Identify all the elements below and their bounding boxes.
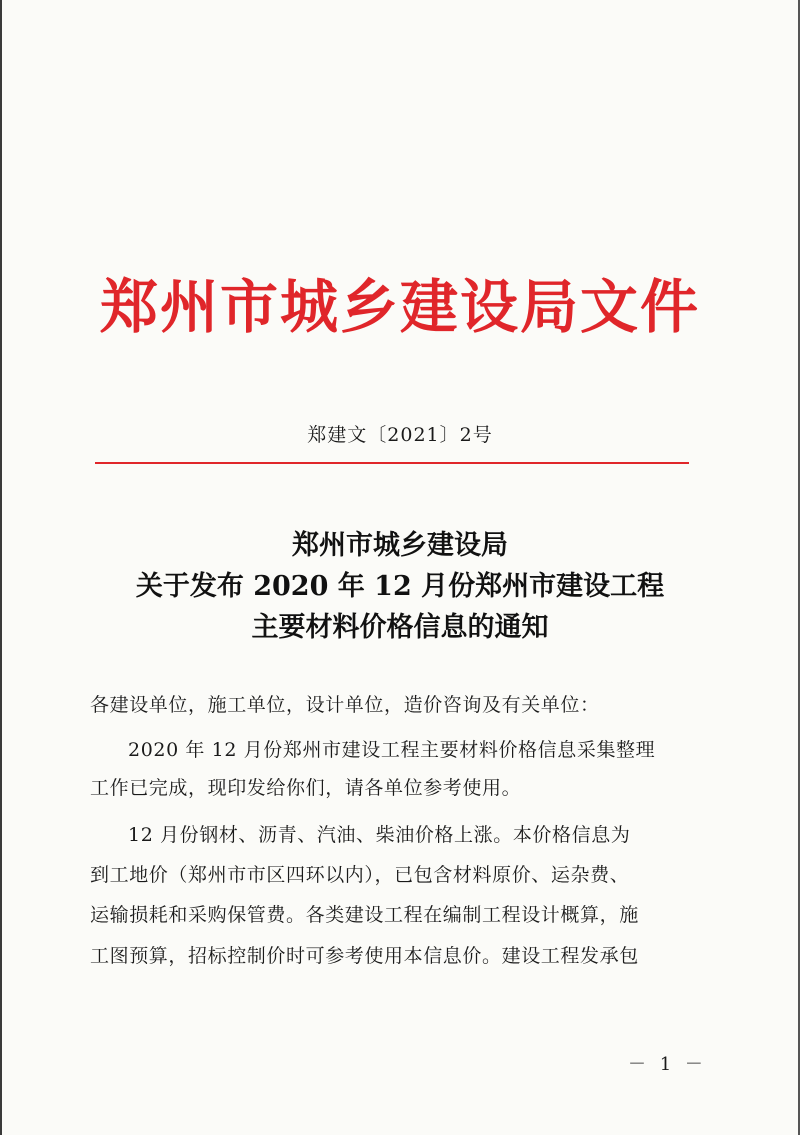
body-line: 工作已完成，现印发给你们，请各单位参考使用。 [90, 777, 522, 799]
body-line: 2020 年 12 月份郑州市建设工程主要材料价格信息采集整理 [128, 739, 656, 761]
masthead-title: 郑州市城乡建设局文件 [99, 273, 700, 341]
page-number: － 1 － [628, 1054, 707, 1075]
body-line: 到工地价（郑州市市区四环以内），已包含材料原价、运杂费、 [90, 864, 630, 886]
title-line-2: 关于发布 2020 年 12 月份郑州市建设工程 [135, 571, 665, 602]
title-line-1: 郑州市城乡建设局 [292, 530, 508, 561]
body-line: 12 月份钢材、沥青、汽油、柴油价格上涨。本价格信息为 [128, 824, 631, 846]
title-line-3: 主要材料价格信息的通知 [251, 612, 549, 643]
salutation-line: 各建设单位，施工单位，设计单位，造价咨询及有关单位： [90, 694, 600, 716]
body-line: 工图预算，招标控制价时可参考使用本信息价。建设工程发承包 [90, 945, 639, 967]
red-divider-line [95, 462, 689, 464]
body-line: 运输损耗和采购保管费。各类建设工程在编制工程设计概算，施 [90, 904, 639, 926]
notice-title [0, 525, 800, 648]
document-number: 郑建文〔2021〕2号 [307, 424, 493, 446]
